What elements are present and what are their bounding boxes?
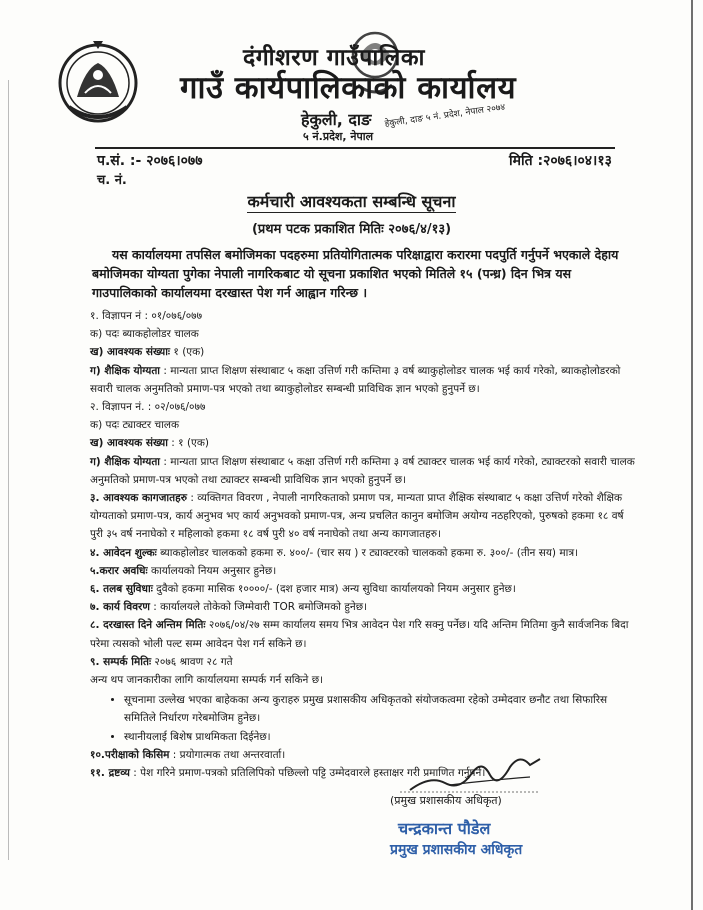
item-4 xyxy=(90,544,638,562)
notice-title-text: कर्मचारी आवश्यकता सम्बन्धि सूचना xyxy=(247,192,456,211)
item-5 xyxy=(90,562,638,580)
dispatch-number: च. नं. xyxy=(97,173,127,188)
item-3-label: ३. आवश्यक कागजातहरु xyxy=(90,492,187,505)
item-3 xyxy=(90,489,638,544)
office-address-line1: हेकुली, दाङ xyxy=(301,110,372,129)
item-9-extra: अन्य थप जानकारीका लागि कार्यालयमा सम्पर्क गर्न सकिने छ। xyxy=(90,674,324,687)
item-1-qual-value: : मान्यता प्राप्त शिक्षण संस्थाबाट ५ कक्षा उत्तिर्ण गरी कम्तिमा ३ वर्ष ब्याकुहोलोडर चालक भई कार्य गरेको, ब्याकहोलोडरको सवारी चालक अनुमतिको प्रमाण-पत्र भएको तथा ब्याकुहोलोडर सम्बन्धी प्राविधिक ज्ञान भएको हुनुपर्ने छ। xyxy=(90,364,621,395)
item-1-qualification xyxy=(90,362,638,398)
item-2-qualification xyxy=(90,453,638,489)
notice-title xyxy=(0,190,703,212)
item-11-value: : पेश गरिने प्रमाण-पत्रको प्रतिलिपिको पछिल्लो पट्टि उम्मेदवारले हस्ताक्षर गरी प्रमाणित गर्नुपर्ने। xyxy=(129,767,486,780)
item-2-count-value: : १ (एक) xyxy=(167,437,210,450)
scan-edge-right xyxy=(691,0,693,910)
item-1-post-value: ब्याकहोलोडर चालक xyxy=(119,328,199,341)
header-divider xyxy=(95,147,615,149)
item-7-label: ७. कार्य विवरण xyxy=(90,601,150,614)
item-2-post xyxy=(90,416,638,434)
item-2-count xyxy=(90,434,638,452)
item-6-value: दुवैको हकमा मासिक १००००/- (दश हजार मात्र) अन्य सुविधा कार्यालयको नियम अनुसार हुनेछ। xyxy=(152,583,516,596)
officer-name-stamp: चन्द्रकान्त पौडेल xyxy=(398,819,491,838)
item-2-value: : ०२/०७६/०७७ xyxy=(144,401,206,414)
item-1-value: : ०१/०७६/०७७ xyxy=(141,310,203,322)
note-item: • सूचनामा उल्लेख भएका बाहेकका अन्य कुराहरु प्रमुख प्रशासकीय अधिकृतको संयोजकत्वमा रहेको उम्मेदवार छनौट तथा सिफारिस समितिले निर्धारण गरेबमोजिम हुनेछ। xyxy=(124,691,638,727)
notice-body xyxy=(90,307,638,782)
office-name-line2: गाउँ कार्यपालिकाको कार्यालय xyxy=(180,70,517,106)
reference-number: प.सं. :- २०७६।०७७ xyxy=(97,153,203,169)
item-9 xyxy=(90,653,638,671)
signature-designation: (प्रमुख प्रशासकीय अधिकृत) xyxy=(390,794,502,807)
item-1-post-label: क) पदः xyxy=(90,328,120,341)
item-2 xyxy=(90,398,638,416)
item-2-qual-label: ग) शैक्षिक योग्यता xyxy=(90,455,161,468)
item-2-post-label: क) पदः xyxy=(90,419,120,432)
item-4-label: ४. आवेदन शुल्कः xyxy=(90,546,157,559)
office-address-line2: ५ नं.प्रदेश, नेपाल xyxy=(303,130,374,143)
item-6-label: ६. तलब सुविधाः xyxy=(90,583,153,596)
notes-list xyxy=(90,691,638,746)
item-3-value: : व्यक्तिगत विवरण , नेपाली नागरिकताको प्रमाण पत्र, मान्यता प्राप्त शैक्षिक संस्थाबाट ५ कक्षा उत्तिर्ण गरेको शैक्षिक योग्यताको प्रमाण-पत्र, कार्य अनुभव भए कार्य अनुभवको प्रमाण-पत्र, अन्य प्रचलित कानुन बमोजिम अयोग्य नठहरिएको, पुरुषको हकमा १८ वर्ष पुरी ३५ वर्ष ननाघेको र महिलाको हकमा १८ वर्ष पुरी ४० वर्ष ननाघेको तथा अन्य कागजातहरु। xyxy=(90,492,624,541)
item-2-count-label: ख) आवश्यक संख्या xyxy=(90,437,168,450)
item-10-value: : प्रयोगात्मक तथा अन्तरवार्ता। xyxy=(169,748,286,761)
item-1 xyxy=(90,307,638,325)
item-10-label: १०.परीक्षाको किसिम xyxy=(90,748,170,761)
note-item: • स्थानीयलाई बिशेष प्राथमिकता दिईनेछ। xyxy=(124,728,638,746)
item-6 xyxy=(90,580,638,598)
item-2-post-value: ट्याक्टर चालक xyxy=(119,419,180,432)
item-2-label: २. विज्ञापन नं. xyxy=(90,401,145,414)
item-7-value: : कार्यालयले तोकेको जिम्मेवारी TOR बमोजिमको हुनेछ। xyxy=(149,601,368,614)
item-1-count-label: ख) आवश्यक संख्याः xyxy=(90,346,171,359)
item-1-post xyxy=(90,325,638,343)
notice-intro: यस कार्यालयमा तपसिल बमोजिमका पदहरुमा प्रतियोगितात्मक परिक्षाद्वारा करारमा पदपुर्ति गर्नुपर्ने भएकाले देहाय बमोजिमका योग्यता पुगेका नेपाली नागरिकबाट यो सूचना प्रकाशित भएको मितिले १५ (पन्ध्र) दिन भित्र यस गाउपालिकाको कार्यालयमा दरखास्त पेश गर्न आह्वान गरिन्छ । xyxy=(92,247,619,300)
item-8 xyxy=(90,616,638,652)
item-5-value: कार्यालयको नियम अनुसार हुनेछ। xyxy=(147,564,277,577)
officer-title-stamp: प्रमुख प्रशासकीय अधिकृत xyxy=(390,842,523,858)
item-1-count xyxy=(90,343,638,361)
notice-date: मिति :२०७६।०४।१३ xyxy=(509,153,612,169)
item-5-label: ५.करार अवधिः xyxy=(90,564,148,577)
item-4-value: ब्याकहोलोडर चालकको हकमा रु. ४००/- (चार सय ) र ट्याक्टरको चालकको हकमा रु. ३००/- (तीन सय) मात्र। xyxy=(156,546,579,559)
item-8-value: २०७६/०४/२७ सम्म कार्यालय समय भित्र आवेदन पेश गरि सक्नु पर्नेछ। यदि अन्तिम मितिमा कुनै सार्वजनिक बिदा परेमा त्यसको भोली पल्ट सम्म आवेदन पेश गर्न सकिने छ। xyxy=(90,619,629,650)
item-9-label: ९. सम्पर्क मितिः xyxy=(90,655,152,668)
item-11-label: ११. द्रष्टव्य xyxy=(90,767,130,780)
office-name-line1: दंगीशरण गाउँपालिका xyxy=(243,45,426,71)
nepal-emblem-icon xyxy=(55,35,141,127)
item-1-label: १. विज्ञापन नं xyxy=(90,310,142,322)
item-1-qual-label: ग) शैक्षिक योग्यता xyxy=(90,364,161,377)
item-1-count-value: १ (एक) xyxy=(170,346,205,359)
office-stamp: हेकुली, दाङ ५ नं. प्रदेश, नेपाल २०७४ xyxy=(384,102,506,130)
item-2-qual-value: : मान्यता प्राप्त शिक्षण संस्थाबाट ५ कक्षा उत्तिर्ण गरी कम्तिमा ३ वर्ष ट्याक्टर चालक भई कार्य गरेको, ट्याक्टरको सवारी चालक अनुमतिको प्रमाण-पत्र भएको तथा ट्याक्टर सम्बन्धी प्राविधिक ज्ञान भएको हुनुपर्ने छ। xyxy=(90,455,635,486)
item-9-value: २०७६ श्रावण २८ गते xyxy=(151,655,233,668)
notice-subtitle: (प्रथम पटक प्रकाशित मितिः २०७६/४/१३) xyxy=(251,222,452,237)
item-7 xyxy=(90,598,638,616)
item-8-label: ८. दरखास्त दिने अन्तिम मितिः xyxy=(90,619,206,632)
